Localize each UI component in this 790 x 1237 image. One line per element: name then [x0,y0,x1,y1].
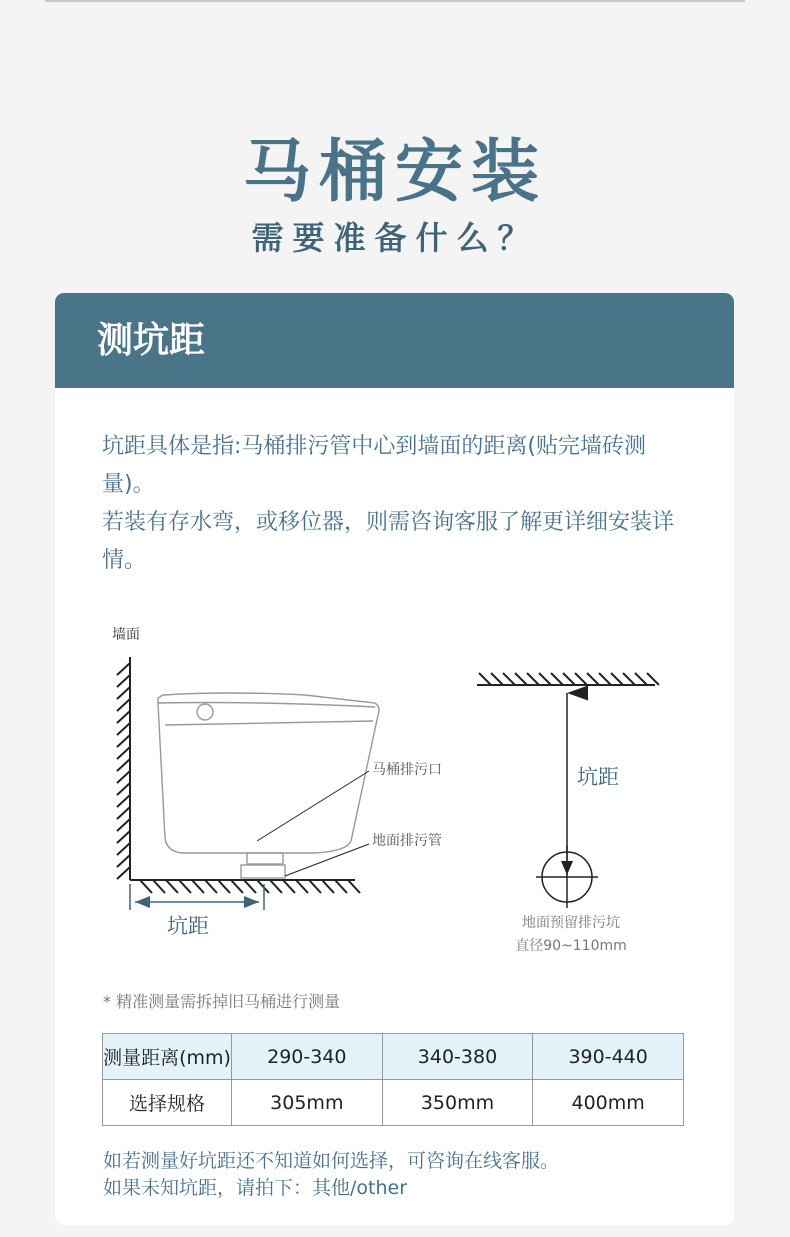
hole-label-line1: 地面预留排污坑 [522,915,620,931]
measurement-diagram [55,293,734,983]
footer-text [103,1148,559,1202]
page-subtitle: 需要准备什么？ [251,219,539,257]
intro-paragraph-advice: 若装有存水弯，或移位器，则需咨询客服了解更详细安装详情。 [102,510,675,573]
left-distance-marker [130,884,264,910]
footer-line-unknown: 如果未知坑距，请拍下：其他/other [103,1177,408,1199]
measure-card [55,293,734,1225]
table-row [103,1080,684,1126]
row-label-spec: 选择规格 [103,1080,232,1126]
floor-pipe-label: 地面排污管 [372,833,442,849]
page-title: 马桶安装 [242,133,547,212]
footer-line-consult: 如若测量好坑距还不知道如何选择，可咨询在线客服。 [103,1150,560,1172]
table-cell: 350mm [382,1080,533,1126]
intro-paragraph-definition: 坑距具体是指:马桶排污管中心到墙面的距离(贴完墙砖测量)。 [102,434,646,497]
hole-label-line2: 直径90~110mm [515,938,627,954]
table-cell: 400mm [533,1080,684,1126]
right-distance-label: 坑距 [577,765,619,789]
spec-table [102,1033,684,1126]
table-row [103,1034,684,1080]
measurement-note: * 精准测量需拆掉旧马桶进行测量 [103,992,341,1011]
toilet-outlet-label: 马桶排污口 [372,762,442,778]
floor-hatch [130,880,360,893]
drain-hole-symbol [536,846,598,908]
table-cell: 305mm [232,1080,383,1126]
table-cell: 290-340 [232,1034,383,1080]
table-cell: 340-380 [382,1034,533,1080]
table-cell: 390-440 [533,1034,684,1080]
row-label-distance: 测量距离(mm) [103,1034,232,1080]
wall-hatch [117,657,130,880]
wall-label: 墙面 [112,627,140,643]
top-divider [45,0,745,2]
section-header: 测坑距 [55,293,734,388]
left-distance-label: 坑距 [167,914,209,938]
right-wall-hatch [477,673,659,685]
